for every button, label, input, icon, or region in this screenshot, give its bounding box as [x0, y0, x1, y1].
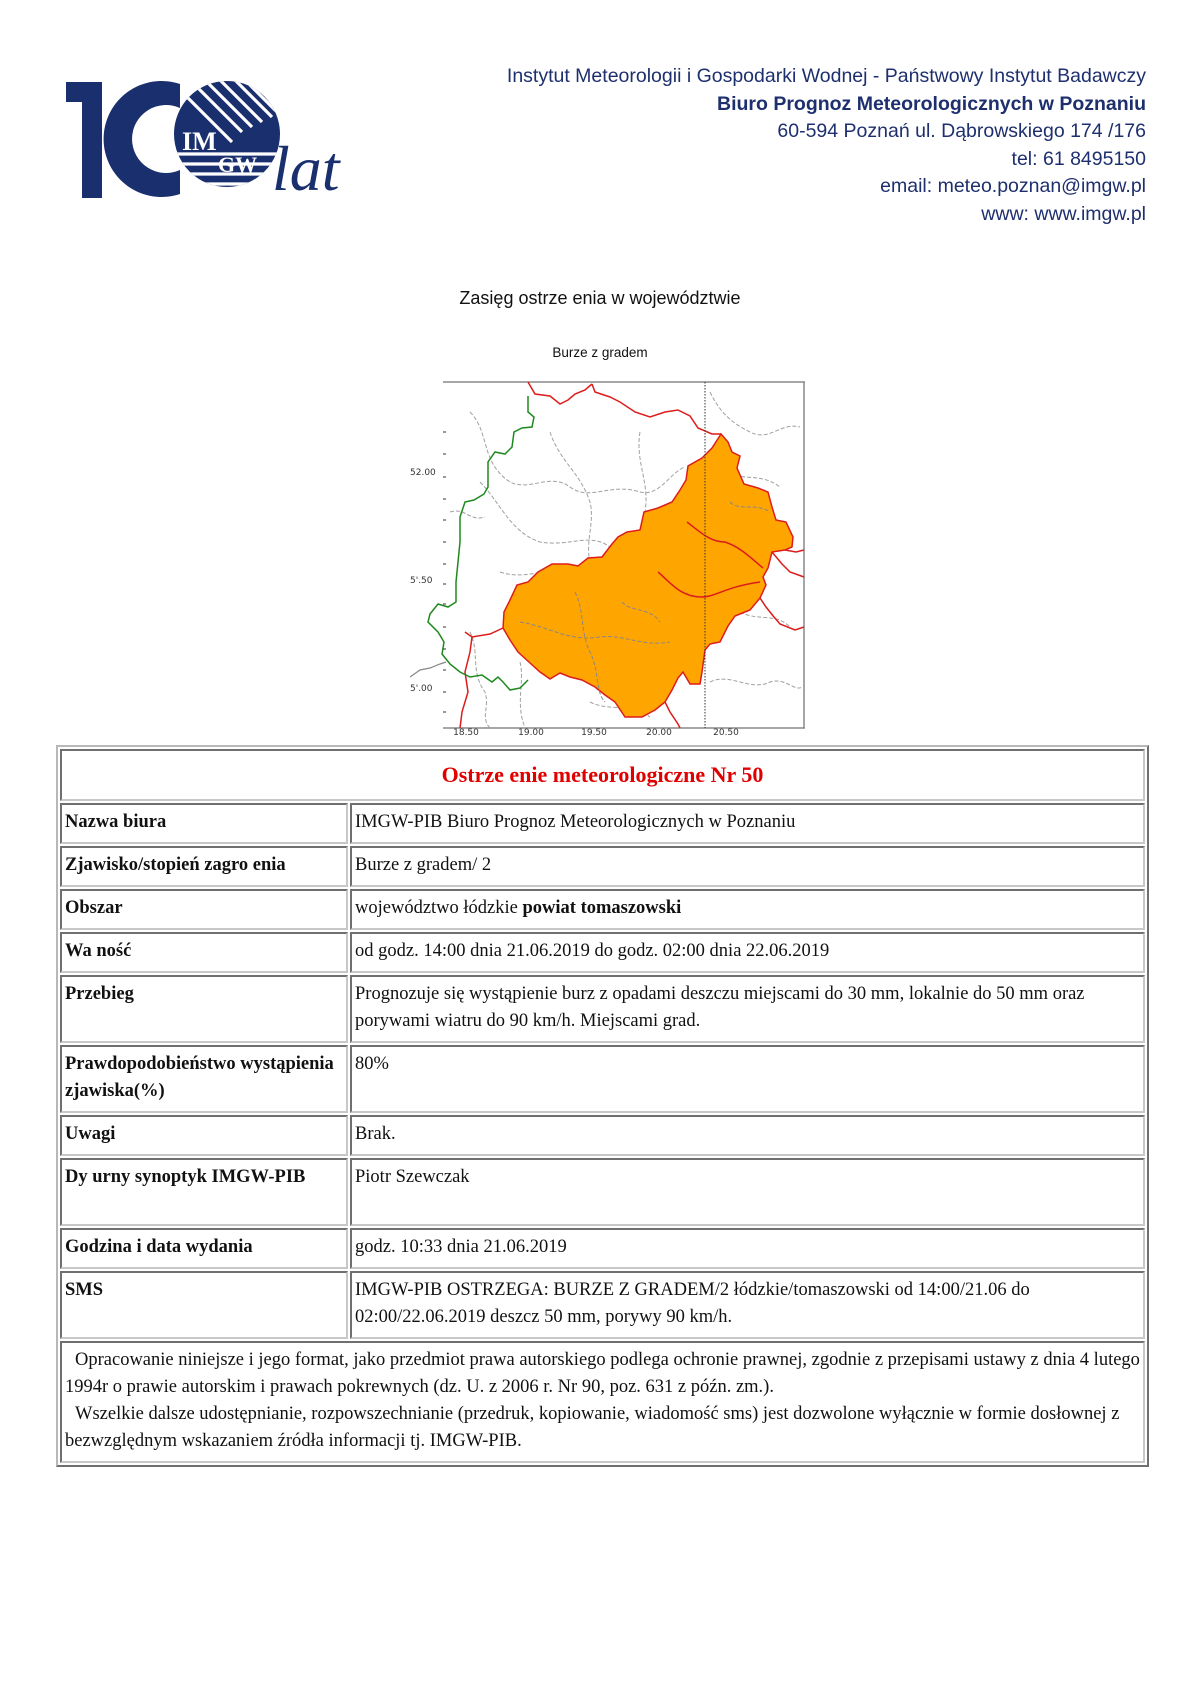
table-row	[60, 1045, 1145, 1113]
area-voivodeship: województwo łódzkie	[355, 898, 518, 918]
logo-script: lat	[272, 133, 340, 204]
row-label-course: Przebieg	[60, 975, 348, 1043]
warning-title-row	[60, 749, 1145, 801]
table-row	[60, 803, 1145, 844]
row-label-sms: SMS	[60, 1271, 348, 1339]
map-caption: Zasięg ostrze enia w województwie	[459, 288, 741, 308]
row-value-probability: 80%	[350, 1045, 1145, 1113]
lat-tick-label: 5'.00	[410, 684, 433, 694]
warning-table	[56, 745, 1149, 1467]
row-label-probability: Prawdopodobieństwo wystąpienia zjawiska(%)	[60, 1045, 348, 1113]
warning-area-map	[410, 372, 805, 729]
institute-name: Instytut Meteorologii i Gospodarki Wodnej - Państwowy Instytut Badawczy	[506, 65, 1146, 87]
logo-emblem-top: IM	[182, 127, 217, 156]
lat-tick-label: 5'.50	[410, 576, 433, 586]
row-label-phenomenon: Zjawisko/stopień zagro enia	[60, 846, 348, 887]
copyright-notice	[60, 1341, 1145, 1463]
row-value-office: IMGW-PIB Biuro Prognoz Meteorologicznych w Poznaniu	[350, 803, 1145, 844]
row-value-phenomenon: Burze z gradem/ 2	[350, 846, 1145, 887]
website-link[interactable]: www: www.imgw.pl	[981, 202, 1146, 225]
row-value-sms: IMGW-PIB OSTRZEGA: BURZE Z GRADEM/2 łódzkie/tomaszowski od 14:00/21.06 do 02:00/22.06.2019 deszcz 50 mm, porywy 90 km/h.	[350, 1271, 1145, 1339]
copyright-paragraph: Opracowanie niniejsze i jego format, jako przedmiot prawa autorskiego podlega ochronie prawnej, zgodnie z przepisami ustawy z dnia 4 lutego 1994r o prawie autorskim i prawach pokrewnych (dz. U. z 2006 r. Nr 90, poz. 631 z późn. zm.).	[65, 1350, 1140, 1397]
table-row	[60, 1271, 1145, 1339]
lon-tick-label: 19.00	[518, 728, 544, 738]
row-value-remarks: Brak.	[350, 1115, 1145, 1156]
area-county: powiat tomaszowski	[522, 898, 682, 918]
row-label-forecaster: Dy urny synoptyk IMGW-PIB	[60, 1158, 348, 1226]
table-row	[60, 932, 1145, 973]
table-row	[60, 846, 1145, 887]
row-label-office: Nazwa biura	[60, 803, 348, 844]
table-row	[60, 889, 1145, 930]
table-row	[60, 975, 1145, 1043]
lon-tick-label: 19.50	[581, 728, 607, 738]
map-title: Burze z gradem	[552, 345, 648, 360]
row-value-issued: godz. 10:33 dnia 21.06.2019	[350, 1228, 1145, 1269]
row-value-forecaster: Piotr Szewczak	[350, 1158, 1145, 1226]
warning-title: Ostrze enie meteorologiczne Nr 50	[60, 749, 1145, 801]
office-name: Biuro Prognoz Meteorologicznych w Poznaniu	[716, 92, 1146, 115]
table-row	[60, 1115, 1145, 1156]
phone: tel: 61 8495150	[1011, 147, 1146, 170]
email-link[interactable]: email: meteo.poznan@imgw.pl	[880, 175, 1146, 197]
lon-tick-label: 20.50	[713, 728, 739, 738]
logo-emblem-bottom: GW	[218, 152, 258, 177]
row-value-validity: od godz. 14:00 dnia 21.06.2019 do godz. 02:00 dnia 22.06.2019	[350, 932, 1145, 973]
lon-tick-label: 20.00	[646, 728, 672, 738]
copyright-row	[60, 1341, 1145, 1463]
lat-tick-label: 52.00	[410, 468, 436, 478]
organization-info	[507, 63, 1146, 228]
row-value-area	[350, 889, 1145, 930]
table-row	[60, 1228, 1145, 1269]
imgw-100-lat-logo	[62, 72, 362, 207]
row-label-remarks: Uwagi	[60, 1115, 348, 1156]
redistribution-paragraph: Wszelkie dalsze udostępnianie, rozpowszechnianie (przedruk, kopiowanie, wiadomość sms) jest dozwolone wyłącznie w formie dosłownej z bezwzględnym wskazaniem źródła informacji tj. IMGW-PIB.	[65, 1404, 1120, 1451]
row-label-validity: Wa ność	[60, 932, 348, 973]
row-value-course: Prognozuje się wystąpienie burz z opadami deszczu miejscami do 30 mm, lokalnie do 50 mm oraz porywami wiatru do 90 km/h. Miejscami grad.	[350, 975, 1145, 1043]
address: 60-594 Poznań ul. Dąbrowskiego 174 /176	[777, 120, 1146, 142]
lon-tick-label: 18.50	[453, 728, 479, 738]
row-label-issued: Godzina i data wydania	[60, 1228, 348, 1269]
row-label-area: Obszar	[60, 889, 348, 930]
table-row	[60, 1158, 1145, 1226]
